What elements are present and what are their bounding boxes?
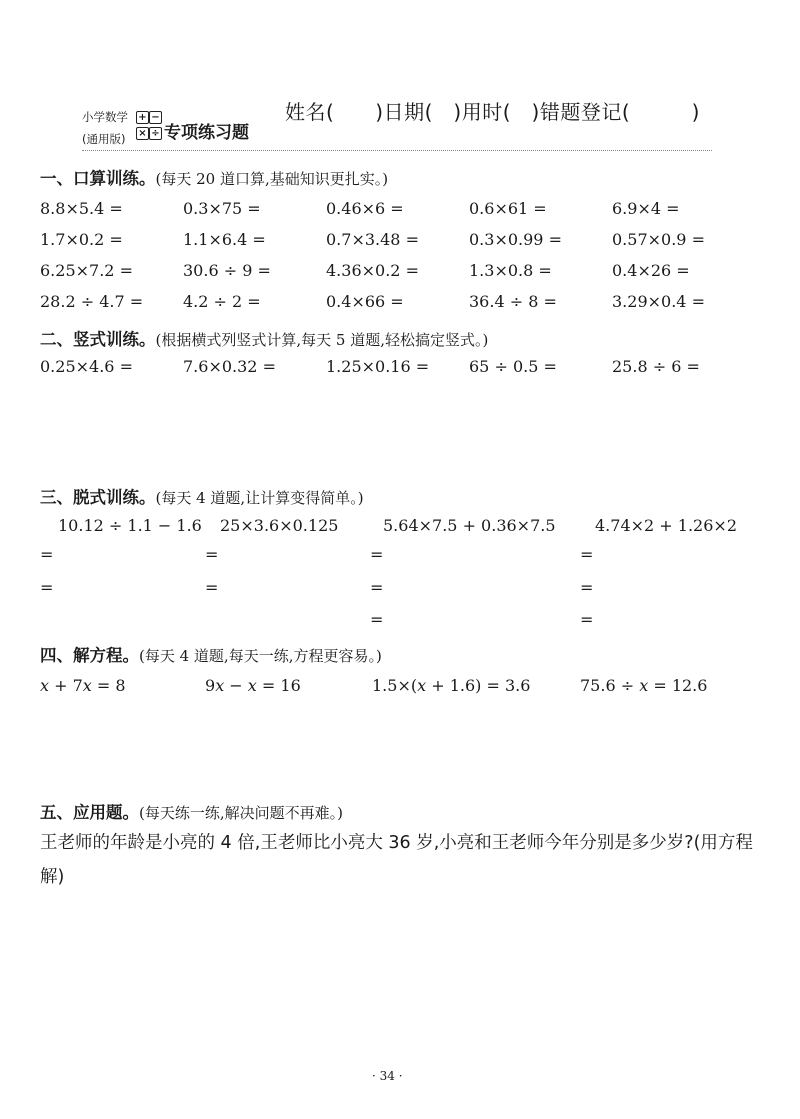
section-3-note: (每天 4 道题,让计算变得简单。)	[155, 489, 364, 507]
problem: 1.7×0.2 =	[40, 230, 123, 249]
brand-logo	[82, 108, 247, 152]
section-4-note: (每天 4 道题,每天一练,方程更容易。)	[139, 647, 382, 665]
section-4-heading	[40, 642, 382, 666]
equals-sign: =	[205, 545, 219, 564]
stepwise-problem: 5.64×7.5 + 0.36×7.5	[383, 516, 556, 535]
equation: 9x − x = 16	[205, 676, 301, 695]
page-number: · 34 ·	[372, 1069, 403, 1083]
stepwise-problem: 25×3.6×0.125	[220, 516, 339, 535]
section-2-title: 二、竖式训练。	[40, 330, 156, 349]
minus-icon: −	[149, 111, 162, 124]
vertical-calc-problem: 0.25×4.6 =	[40, 357, 133, 376]
student-info-fields: 姓名( )日期( )用时( )错题登记( )	[285, 100, 700, 124]
section-1-title: 一、口算训练。	[40, 169, 156, 188]
equals-sign: =	[205, 578, 219, 597]
variable-x: x	[639, 676, 649, 695]
equals-sign: =	[580, 610, 594, 629]
problem: 0.46×6 =	[326, 199, 404, 218]
vertical-calc-problem: 7.6×0.32 =	[183, 357, 276, 376]
problem: 0.4×26 =	[612, 261, 690, 280]
problem: 4.36×0.2 =	[326, 261, 419, 280]
variable-x: x	[215, 676, 225, 695]
problem: 0.3×0.99 =	[469, 230, 562, 249]
problem: 4.2 ÷ 2 =	[183, 292, 261, 311]
problem: 6.25×7.2 =	[40, 261, 133, 280]
divide-icon: ÷	[149, 127, 162, 140]
operators-icon	[136, 111, 162, 147]
problem: 0.6×61 =	[469, 199, 547, 218]
equals-sign: =	[40, 545, 54, 564]
problem: 0.4×66 =	[326, 292, 404, 311]
problem: 1.3×0.8 =	[469, 261, 552, 280]
problem: 0.3×75 =	[183, 199, 261, 218]
problem: 0.7×3.48 =	[326, 230, 419, 249]
stepwise-problem: 4.74×2 + 1.26×2	[595, 516, 737, 535]
section-5-title: 五、应用题。	[40, 803, 139, 822]
section-3-title: 三、脱式训练。	[40, 488, 156, 507]
problem: 0.57×0.9 =	[612, 230, 705, 249]
variable-x: x	[247, 676, 257, 695]
section-1-heading	[40, 165, 388, 189]
problem: 28.2 ÷ 4.7 =	[40, 292, 144, 311]
equals-sign: =	[370, 578, 384, 597]
equation: x + 7x = 8	[40, 676, 126, 695]
equals-sign: =	[370, 610, 384, 629]
times-icon: ×	[136, 127, 149, 140]
variable-x: x	[82, 676, 92, 695]
problem: 3.29×0.4 =	[612, 292, 705, 311]
problem: 36.4 ÷ 8 =	[469, 292, 557, 311]
vertical-calc-problem: 65 ÷ 0.5 =	[469, 357, 557, 376]
problem: 6.9×4 =	[612, 199, 680, 218]
brand-line1: 小学数学	[82, 110, 128, 124]
section-5-note: (每天练一练,解决问题不再难。)	[139, 804, 343, 822]
equals-sign: =	[370, 545, 384, 564]
equation: 1.5×(x + 1.6) = 3.6	[372, 676, 531, 695]
vertical-calc-problem: 1.25×0.16 =	[326, 357, 430, 376]
header-divider	[82, 150, 712, 151]
section-2-note: (根据横式列竖式计算,每天 5 道题,轻松搞定竖式。)	[155, 331, 489, 349]
problem: 8.8×5.4 =	[40, 199, 123, 218]
variable-x: x	[417, 676, 427, 695]
brand-line2: (通用版)	[82, 132, 126, 146]
plus-icon: +	[136, 111, 149, 124]
equals-sign: =	[40, 578, 54, 597]
vertical-calc-problem: 25.8 ÷ 6 =	[612, 357, 700, 376]
equals-sign: =	[580, 545, 594, 564]
variable-x: x	[40, 676, 50, 695]
section-4-title: 四、解方程。	[40, 646, 139, 665]
section-3-heading	[40, 484, 364, 508]
section-2-heading	[40, 326, 488, 350]
section-5-heading	[40, 799, 343, 823]
stepwise-problem: 10.12 ÷ 1.1 − 1.6	[58, 516, 202, 535]
equals-sign: =	[580, 578, 594, 597]
word-problem-text: 王老师的年龄是小亮的 4 倍,王老师比小亮大 36 岁,小亮和王老师今年分别是多少岁?(用方程解)	[40, 833, 753, 887]
problem: 30.6 ÷ 9 =	[183, 261, 271, 280]
section-1-note: (每天 20 道口算,基础知识更扎实。)	[155, 170, 389, 188]
problem: 1.1×6.4 =	[183, 230, 266, 249]
brand-title: 专项练习题	[164, 123, 249, 143]
equation: 75.6 ÷ x = 12.6	[580, 676, 708, 695]
